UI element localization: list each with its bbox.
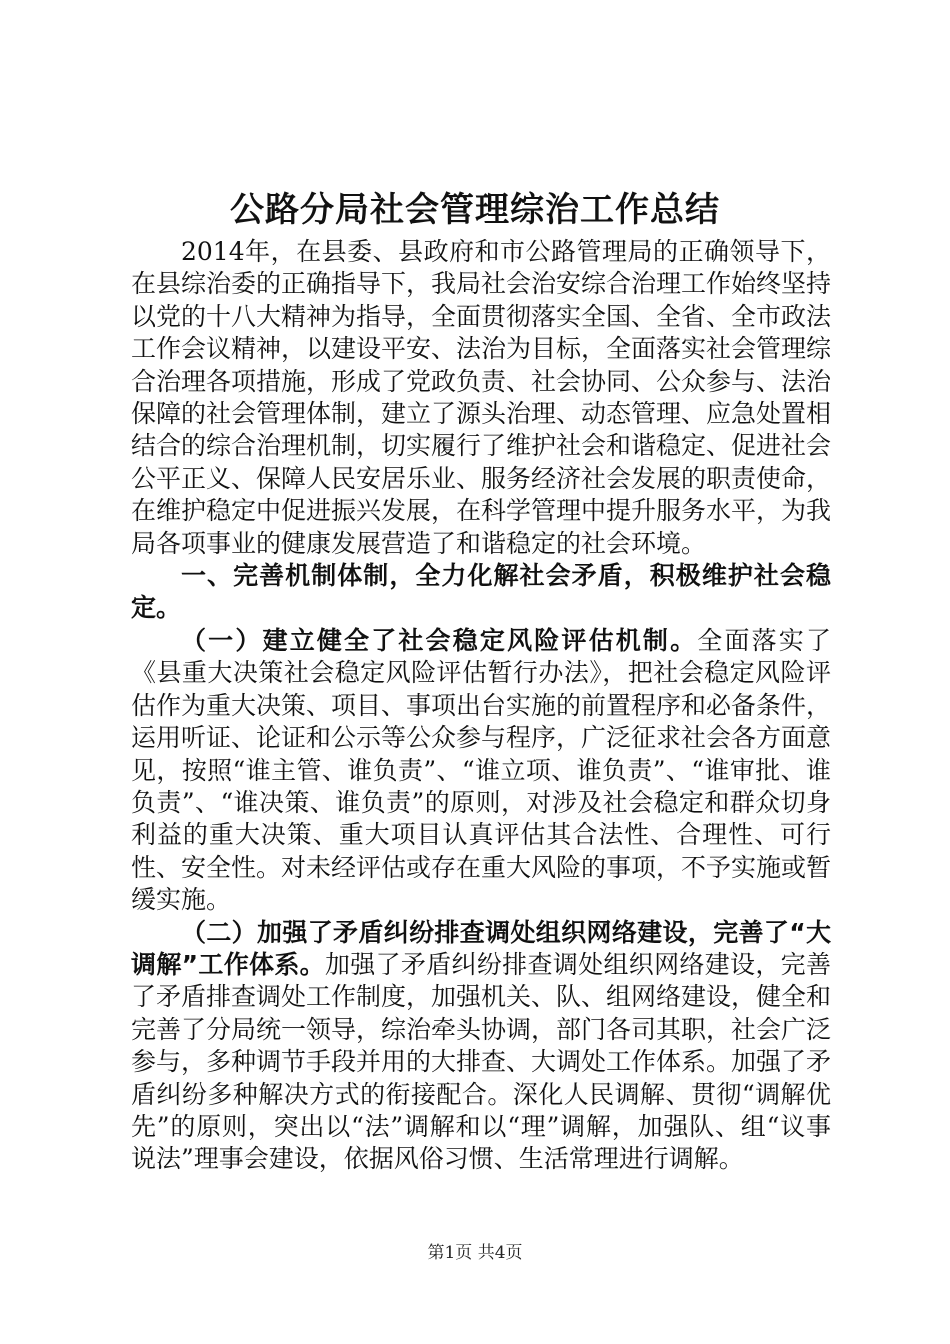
document-body — [131, 236, 831, 1176]
subsection-paragraph — [131, 917, 831, 1176]
subsection-paragraph — [131, 625, 831, 917]
document-title: 公路分局社会管理综治工作总结 — [230, 190, 720, 230]
subsection-body: 全面落实了《县重大决策社会稳定风险评估暂行办法》，把社会稳定风险评估作为重大决策、项目、事项出台实施的前置程序和必备条件，运用听证、论证和公示等公众参与程序，广泛征求社会各方面意见，按照“谁主管、谁负责”、“谁立项、谁负责”、“谁审批、谁负责”、“谁决策、谁负责”的原则，对涉及社会稳定和群众切身利益的重大决策、重大项目认真评估其合法性、合理性、可行性、安全性。对未经评估或存在重大风险的事项，不予实施或暂缓实施。 — [131, 625, 832, 915]
intro-paragraph: 2014年，在县委、县政府和市公路管理局的正确领导下，在县综治委的正确指导下，我局社会治安综合治理工作始终坚持以党的十八大精神为指导，全面贯彻落实全国、全省、全市政法工作会议精神，以建设平安、法治为目标，全面落实社会管理综合治理各项措施，形成了党政负责、社会协同、公众参与、法治保障的社会管理体制，建立了源头治理、动态管理、应急处置相结合的综合治理机制，切实履行了维护社会和谐稳定、促进社会公平正义、保障人民安居乐业、服务经济社会发展的职责使命，在维护稳定中促进振兴发展，在科学管理中提升服务水平，为我局各项事业的健康发展营造了和谐稳定的社会环境。 — [131, 237, 832, 558]
subsection-heading: （一）建立健全了社会稳定风险评估机制。 — [181, 625, 698, 655]
section-heading: 一、完善机制体制，全力化解社会矛盾，积极维护社会稳定。 — [131, 561, 831, 623]
subsection-body: 加强了矛盾纠纷排查调处组织网络建设，完善了矛盾排查调处工作制度，加强机关、队、组网络建设，健全和完善了分局统一领导，综治牵头协调，部门各司其职，社会广泛参与，多种调节手段并用的大排查、大调处工作体系。加强了矛盾纠纷多种解决方式的衔接配合。深化人民调解、贯彻“调解优先”的原则，突出以“法”调解和以“理”调解，加强队、组“议事说法”理事会建设，依据风俗习惯、生活常理进行调解。 — [131, 949, 832, 1174]
subsection-heading: （二）加强了矛盾纠纷排查调处组织网络建设，完善了“大调解”工作体系。 — [131, 917, 831, 979]
page-number-footer: 第1页 共4页 — [427, 1243, 523, 1263]
